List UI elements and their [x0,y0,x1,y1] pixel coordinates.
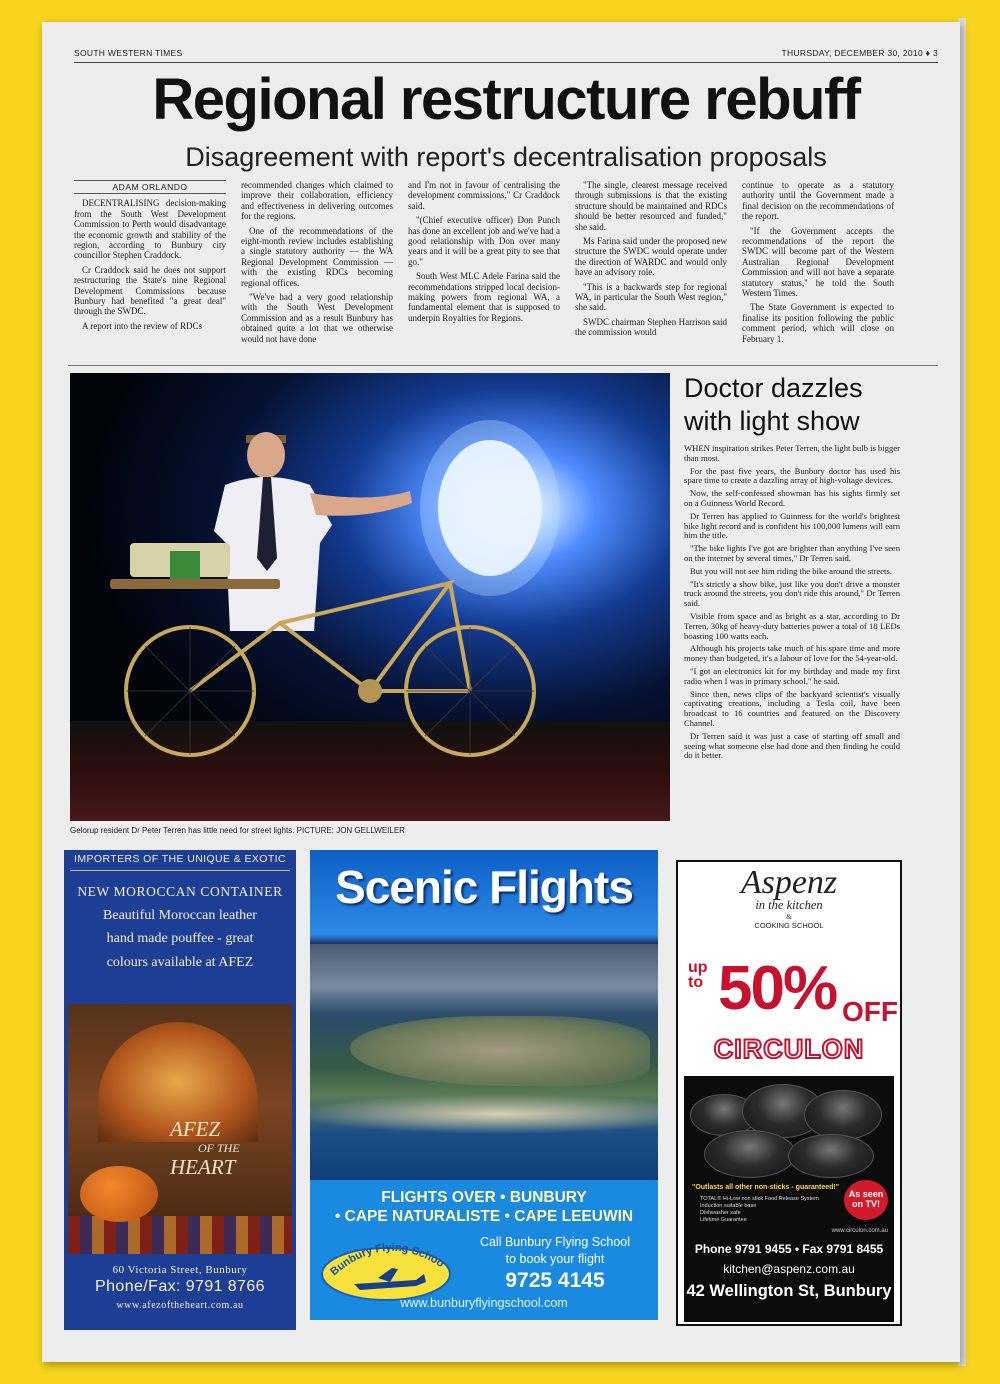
afez-line: Beautiful Moroccan leather [103,907,257,923]
paragraph: "I got an electronics kit for my birthday and made my first radio when I was in primary school," he said. [684,665,900,686]
afez-advertisement [64,850,296,1330]
afez-shop-photo [68,1004,292,1254]
feature-item: Lifetime Guarantee [700,1217,747,1223]
as-seen-on-tv-badge: As seen on TV! [844,1180,888,1220]
scenic-call-text: Call Bunbury Flying School [479,1235,631,1249]
circulon-website[interactable]: www.circulon.com.au [831,1228,888,1234]
story-headline: Doctor dazzles with light show [684,373,863,436]
paragraph: Ms Farina said under the proposed new structure the SWDC would operate under the direction of WARDC and would only have an advisory role. [575,236,727,278]
article-column-3 [408,180,560,362]
masthead-rule [74,62,938,63]
article-column-1 [74,180,226,362]
paragraph: "This is a backwards step for regional WA, in particular the South West region," she said. [575,281,727,313]
paragraph: Since then, news clips of the backyard scientist's visually captivating creations, including a Tesla coil, have been broadcast to 16 countries and featured on the Discovery Channel. [684,688,900,728]
scenic-phone: 9725 4145 [505,1269,605,1292]
feature-item: TOTAL® Hi-Low non stick Food Release System [700,1196,819,1202]
cookware-pot [804,1090,882,1140]
afez-line: NEW MOROCCAN CONTAINER [77,884,283,899]
aerial-land [350,1016,650,1086]
afez-logo-of: OF THE [198,1141,240,1155]
feature-photo [70,373,670,821]
aerial-coast [310,1094,658,1134]
paragraph: "The bike lights I've got are brighter than anything I've seen on the internet by several times," Dr Terren said. [684,543,900,563]
discount-off: OFF [842,996,898,1027]
paragraph: Dr Terren has applied to Guinness for the world's brightest bike light record and is confident his 100,000 lumens will earn him the title. [684,510,900,541]
paragraph: Now, the self-confessed showman has his sights firmly set on a Guinness World Record. [684,488,900,508]
afez-phone: Phone/Fax: 9791 8766 [95,1278,265,1295]
paragraph: SWDC chairman Stephen Harrison said the commission would [575,316,727,338]
afez-address: 60 Victoria Street, Bunbury [112,1264,248,1276]
paragraph: Visible from space and as bright as a star, according to Dr Terren, 30kg of heavy-duty batteries power a total of 18 LEDs boasting 100 watts each. [684,610,900,641]
flying-school-logo [320,1232,460,1302]
bike-spokes [126,627,534,755]
aspenz-phone: Phone 9791 9455 • Fax 9791 8455 [694,1242,884,1256]
secondary-story [684,372,900,842]
feature-item: Dishwasher safe [700,1210,741,1216]
aspenz-email[interactable]: kitchen@aspenz.com.au [723,1262,855,1276]
article-column-5 [742,180,894,362]
paragraph: and I'm not in favour of centralising the development commissions," Cr Craddock said. [408,180,560,211]
lead-headline: Regional restructure rebuff [152,67,860,132]
cookware-pot [788,1134,874,1178]
destination-line: • CAPE NATURALISTE • CAPE LEEUWIN [334,1208,634,1225]
bike-illustration [70,373,670,821]
circulon-brand: CIRCULON [713,1034,865,1064]
paragraph: For the past five years, the Bunbury doctor has used his spare time to create a dazzling array of high-voltage devices. [684,465,900,486]
afez-tagline: IMPORTERS OF THE UNIQUE & EXOTIC [74,853,286,865]
photo-caption: Gelorup resident Dr Peter Terren has little need for street lights. PICTURE: JON GELLWEILER [70,826,405,835]
lead-subhead: Disagreement with report's decentralisation proposals [185,142,827,172]
paragraph: "(Chief executive officer) Don Punch has done an excellent job and we've had a good relationship with Don over many years and it will be a great pity to see that go." [408,215,560,267]
light-glow [420,420,560,596]
article-column-2 [241,180,393,362]
feature-item: Induction suitable base [700,1203,757,1209]
paragraph: continue to operate as a statutory authority until the Government made a final decision on the recommendations of the report. [742,180,894,222]
story-body [684,444,900,761]
byline: ADAM ORLANDO [74,180,226,194]
scenic-booking [460,1234,650,1293]
paragraph: Although his projects take much of his spare time and more money than budgeted, it's a labour of love for the 54-year-old. [684,643,900,664]
bike-frame [126,583,534,755]
afez-contact [64,1264,296,1311]
paragraph: Cr Craddock said he does not support restructuring the State's nine Regional Development Commissions because Bunbury had benefited "a great deal" through the SWDC. [74,264,226,317]
issue-info: THURSDAY, DECEMBER 30, 2010 ♦ 3 [781,48,938,58]
afez-line: colours available at AFEZ [106,954,254,970]
circulon-guarantee: "Outlasts all other non-sticks - guaranteed!" [692,1184,840,1191]
article-column-4 [575,180,727,362]
page-number: 3 [932,48,938,58]
aspenz-logo: Aspenz [740,864,838,901]
afez-line: hand made pouffee - great [106,931,254,946]
paragraph: Dr Terren said it was just a case of starting off small and seeing what someone else had done and then finding he could do it better. [684,730,900,761]
afez-logo [170,1117,274,1179]
masthead [74,48,938,62]
newspaper-page [42,22,960,1362]
circulon-features [700,1196,819,1224]
section-divider [68,365,938,366]
afez-separator [70,870,290,871]
paragraph: "The single, clearest message received through submissions is that the existing structure should be maintained and RDCs should be better resourced and funded," she said. [575,180,727,232]
paragraph: "We've had a very good relationship with the South West Development Commission and as a result Bunbury has obtained quite a lot that we otherwise would not have done [241,292,393,344]
lead-article [74,180,938,362]
paragraph: A report into the review of RDCs [82,320,202,331]
paragraph: recommended changes which claimed to improve their collaboration, efficiency and effectiveness in delivering outcomes for the regions. [241,180,393,222]
scenic-destinations [310,1188,658,1226]
afez-logo-word: AFEZ [170,1117,221,1141]
issue-date: THURSDAY, DECEMBER 30, 2010 [781,48,923,58]
aspenz-advertisement [676,860,902,1326]
paragraph: "If the Government accepts the recommendations of the report the SWDC will become part of the Western Australian Regional Development Commission and will not have a separate statutory status," he told the South Western Times. [742,225,894,299]
paragraph: "It's strictly a show bike, just like you don't drive a monster truck around the streets, you don't ride this around," Dr Terren said. [684,578,900,609]
aspenz-product-panel [684,1076,894,1322]
paragraph: The State Government is expected to finalise its position following the public comment period, which will close on February 1. [742,302,894,344]
shop-rugs [68,1216,292,1254]
cookware-pan [704,1130,796,1178]
paper-name: SOUTH WESTERN TIMES [74,48,183,58]
scenic-title: Scenic Flights [335,861,633,913]
afez-copy [74,880,286,974]
aspenz-ampersand: & [786,913,792,921]
discount-percent: 50% [718,954,837,1023]
destination-line: FLIGHTS OVER • BUNBURY [381,1189,587,1206]
afez-website[interactable]: www.afezoftheheart.com.au [116,1300,244,1311]
aspenz-subtitle: in the kitchen [755,898,823,912]
discount-up-to: up to [688,959,708,991]
paragraph: DECENTRALISING decision-making from the South West Development Commission to Perth would disadvantage the economic growth and stability of the region, according to Bunbury city councillor Stephen Craddock. [74,198,226,261]
scenic-website[interactable]: www.bunburyflyingschool.com [400,1296,568,1310]
leather-pouffe [80,1166,158,1222]
rear-rack [110,579,280,589]
paragraph: One of the recommendations of the eight-month review includes establishing a single statutory authority — the WA Regional Development Commission — with the existing RDCs becoming regional offices. [241,225,393,288]
paragraph: WHEN inspiration strikes Peter Terren, the light bulb is bigger than most. [684,443,900,463]
paragraph: South West MLC Adele Farina said the recommendations stripped local decision-making powers from regional WA, a fundamental element that is supposed to underpin Royalties for Regions. [408,271,560,323]
aspenz-cooking-school: COOKING SCHOOL [754,921,824,930]
afez-logo-heart: HEART [170,1155,236,1179]
scenic-flights-advertisement [310,850,658,1320]
scenic-book-text: to book your flight [505,1252,605,1266]
aspenz-address: 42 Wellington St, Bunbury [686,1282,892,1300]
paragraph: But you will not see him riding the bike around the streets. [690,565,892,576]
aerial-photo [310,944,658,1180]
flying-school-logo-text: Bunbury Flying Schoo [328,1241,447,1279]
arm [310,491,412,516]
face [247,432,285,478]
crank [358,679,382,703]
